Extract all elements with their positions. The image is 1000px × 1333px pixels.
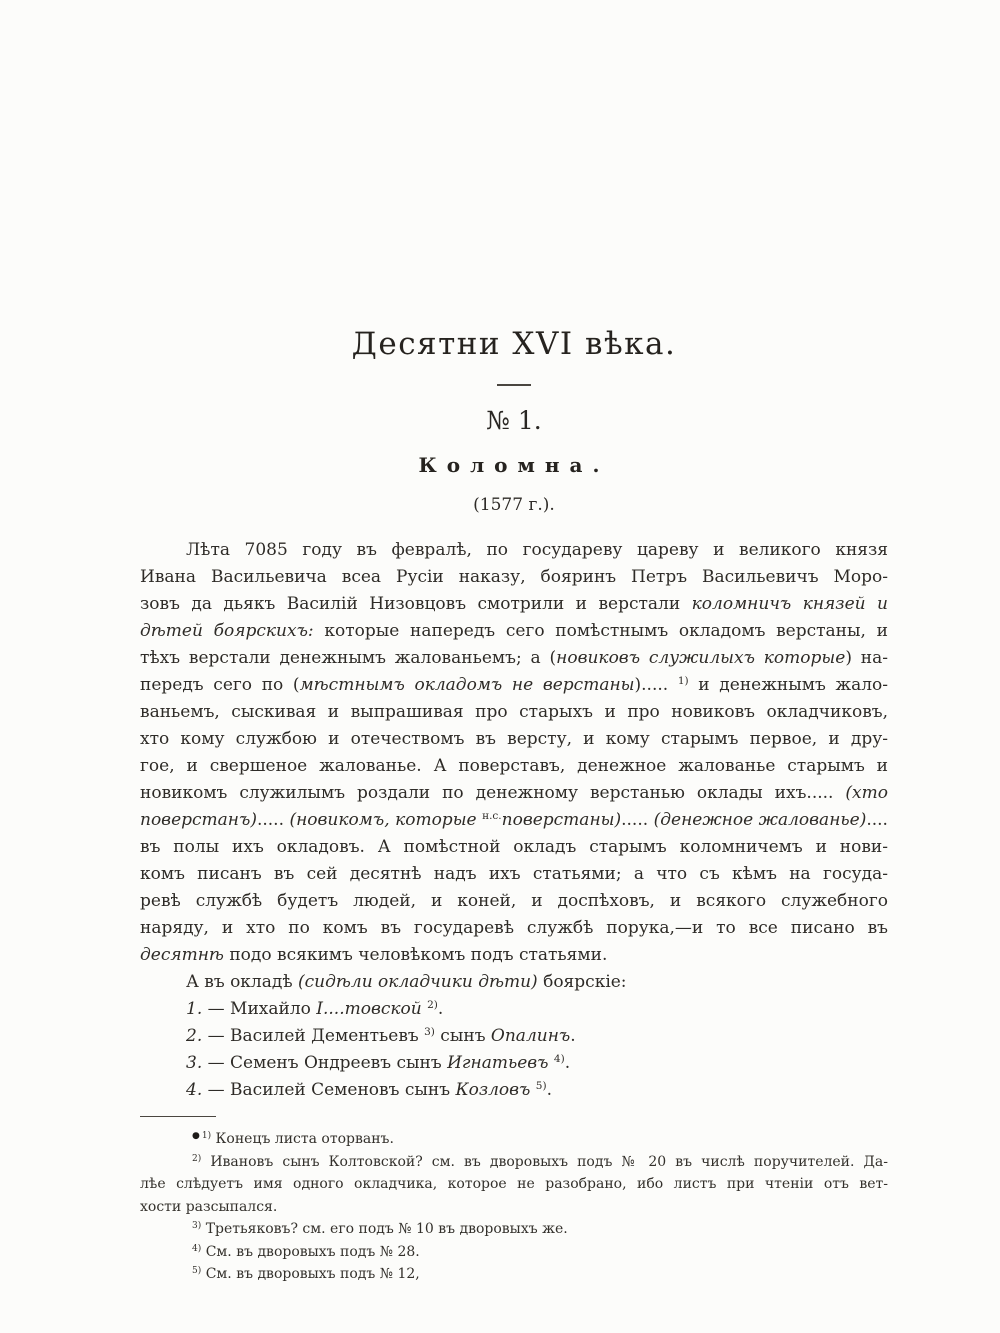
okladchiki-intro-line [140, 969, 888, 996]
text-line [140, 726, 888, 753]
footnotes [140, 1125, 888, 1286]
text-segment: которые напередъ сего помѣстнымъ окладомъ верстаны, и [313, 621, 888, 641]
text-segment: .... [866, 810, 888, 830]
text-line [140, 672, 888, 699]
footnote-divider [140, 1116, 216, 1117]
text-segment: )..... [634, 675, 678, 695]
text-line [140, 834, 888, 861]
text-segment: ваньемъ, сыскивая и выпрашивая про старыхъ и про новиковъ окладчиковъ, [140, 702, 888, 722]
text-line [140, 591, 888, 618]
text-segment: дѣтей боярскихъ: [140, 621, 314, 641]
text-segment: сынъ [434, 1026, 491, 1046]
text-segment: гое, и свершеное жалованье. А поверставъ, денежное жалованье старымъ и [140, 756, 888, 776]
text-segment: Лѣта 7085 году въ февралѣ, по государеву цареву и великого князя [186, 540, 888, 560]
footnote-ref: 4) [553, 1053, 565, 1065]
text-segment: Третьяковъ? см. его подъ № 10 въ дворовыхъ же. [201, 1221, 568, 1237]
text-segment: . [570, 1026, 576, 1046]
text-segment: Ивановъ сынъ Колтовской? см. въ дворовыхъ подъ № 20 въ числѣ поручителей. Да- [201, 1153, 888, 1170]
text-segment: І....товской [316, 999, 422, 1019]
text-line [140, 1023, 888, 1050]
text-segment: новикомъ служилымъ роздали по денежному верстанью оклады ихъ..... [140, 783, 846, 803]
text-segment: поверстаны) [501, 810, 622, 830]
text-segment: — Василей Дементьевъ [202, 1026, 425, 1046]
text-segment: (хто [845, 783, 888, 803]
text-segment: ..... [621, 810, 654, 830]
text-line [140, 996, 888, 1023]
text-line [140, 618, 888, 645]
text-segment: Игнатьевъ [447, 1053, 549, 1073]
text-line [140, 942, 888, 969]
text-line [140, 1241, 888, 1264]
text-segment: 1. [186, 999, 203, 1019]
text-segment: Козловъ [455, 1080, 531, 1100]
text-line [140, 807, 888, 834]
text-segment: — Семенъ Ондреевъ сынъ [202, 1053, 448, 1073]
text-segment: наряду, и хто по комъ въ государевѣ службѣ порука,—и то все писано въ [140, 918, 888, 938]
title-divider [497, 384, 531, 386]
text-segment: лѣе слѣдуетъ имя одного окладчика, которое не разобрано, ибо листъ при чтеніи отъ вет- [140, 1176, 888, 1192]
text-segment: мѣстнымъ окладомъ не верстаны [299, 675, 635, 695]
text-segment: (денежное жалованье) [653, 810, 867, 830]
footnote-ref: 5) [535, 1080, 547, 1092]
text-segment: . [546, 1080, 552, 1100]
footnote-ref: 1) [201, 1131, 212, 1141]
text-segment: Ивана Васильевича всеа Русіи наказу, бояринъ Петръ Васильевичъ Моро- [140, 567, 888, 587]
footnote-ref: 5) [192, 1266, 202, 1276]
text-line [140, 645, 888, 672]
text-segment: 2. [186, 1026, 203, 1046]
text-block [140, 0, 888, 1286]
text-segment: (новикомъ, которые [289, 810, 483, 830]
page-title: Десятни XVI вѣка. [351, 326, 677, 362]
text-line [140, 753, 888, 780]
text-segment: — Василей Семеновъ сынъ [202, 1080, 456, 1100]
text-segment: ) на- [845, 648, 888, 668]
text-segment: въ полы ихъ окладовъ. А помѣстной окладъ старымъ коломничемъ и нови- [140, 837, 888, 857]
place-heading: Коломна. [418, 453, 610, 477]
text-segment: А въ окладѣ [186, 972, 298, 992]
text-segment: См. въ дворовыхъ подъ № 12, [201, 1266, 420, 1282]
text-line [140, 1077, 888, 1104]
section-number-heading: № 1. [486, 406, 542, 435]
text-segment: 4. [186, 1080, 203, 1100]
text-line [140, 1173, 888, 1196]
text-line [140, 915, 888, 942]
text-line [140, 861, 888, 888]
text-segment: ревѣ службѣ будетъ людей, и коней, и доспѣховъ, и всякого служебного [140, 891, 888, 911]
text-segment: . [437, 999, 444, 1019]
text-segment: зовъ да дьякъ Василій Низовцовъ смотрили и верстали [140, 594, 692, 614]
footnote-ref: 3) [424, 1026, 435, 1038]
text-line [140, 1196, 888, 1219]
text-line [140, 1263, 888, 1286]
okladchiki-list [140, 996, 888, 1104]
text-segment: (сидѣли окладчики дѣти) [298, 972, 538, 992]
text-segment: передъ сего по ( [140, 675, 300, 695]
text-segment: . [564, 1053, 571, 1073]
text-line [140, 699, 888, 726]
text-line [140, 1218, 888, 1241]
footnote-ref: н.с. [482, 810, 502, 822]
text-segment: коломничъ князей и [691, 594, 888, 614]
text-segment: — Михайло [202, 999, 317, 1019]
text-line [140, 537, 888, 564]
footnote-ref: 3) [192, 1221, 202, 1231]
text-segment: тѣхъ верстали денежнымъ жалованьемъ; а ( [140, 648, 557, 668]
text-line [140, 1151, 888, 1174]
text-segment: хости разсыпался. [140, 1198, 278, 1215]
text-segment: комъ писанъ въ сей десятнѣ надъ ихъ статьями; а что съ кѣмъ на госуда- [140, 864, 888, 884]
text-segment: хто кому службою и отечествомъ въ версту, и кому старымъ первое, и дру- [140, 729, 888, 749]
text-line [140, 888, 888, 915]
text-line [140, 1050, 888, 1077]
footnote-ref: 4) [192, 1243, 202, 1254]
text-segment: поверстанъ) [140, 810, 257, 830]
text-segment: Опалинъ [490, 1026, 571, 1046]
text-segment: десятнѣ [140, 945, 224, 965]
text-segment: и денежнымъ жало- [688, 675, 888, 695]
text-segment: новиковъ служилыхъ которые [556, 648, 846, 668]
footnote-ref: 1) [677, 675, 689, 687]
ink-blot-icon: ● [192, 1131, 200, 1141]
text-segment: ..... [256, 810, 290, 830]
text-line [140, 780, 888, 807]
text-segment: 3. [186, 1053, 203, 1073]
text-segment: подо всякимъ человѣкомъ подъ статьями. [223, 945, 608, 965]
text-segment: Конецъ листа оторванъ. [211, 1131, 394, 1147]
year-heading: (1577 г.). [473, 495, 555, 515]
footnote-ref: 2) [427, 999, 438, 1011]
text-segment: боярскіе: [537, 972, 627, 992]
text-line [140, 564, 888, 591]
main-paragraph [140, 537, 888, 969]
text-line [140, 1125, 888, 1151]
text-segment: См. въ дворовыхъ подъ № 28. [201, 1243, 420, 1260]
footnote-ref: 2) [192, 1153, 202, 1164]
